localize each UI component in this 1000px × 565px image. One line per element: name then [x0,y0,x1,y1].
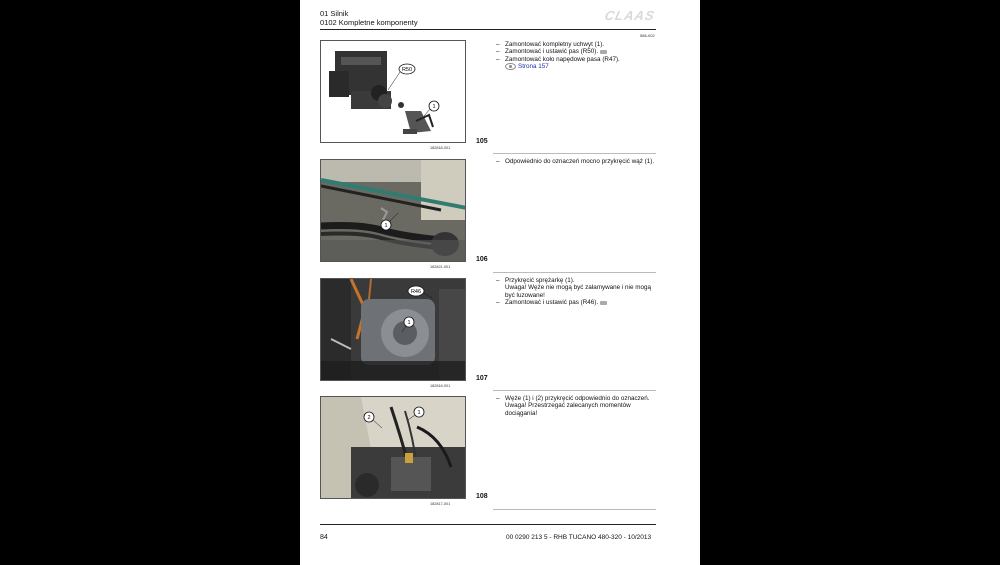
page-reference[interactable] [496,63,656,71]
manual-page [300,0,700,565]
step-105-number: 105 [476,138,488,145]
step-separator [493,153,656,154]
step-107-number: 107 [476,375,488,382]
step-107-image-code: 182816-001 [430,384,451,388]
claas-logo: CLAAS [603,8,657,23]
step-separator [493,272,656,273]
page-number: 84 [320,534,328,541]
callout-R46: R46 [410,289,422,295]
step-108-instructions [496,395,656,417]
step-106-callouts [320,159,466,262]
document-reference: 00 0290 213 5 - RHB TUCANO 480-320 - 10/2013 [506,534,652,541]
warning-text: Uwaga! Węże nie mogą być załamywane i nie mogą być luzowane! [505,284,651,299]
tool-icon [600,50,607,54]
instruction-line: – Zamontować koło napędowe pasa (R47). [496,55,620,63]
step-107-callouts [320,278,466,381]
chapter-title: 01 Silnik [320,9,349,18]
instruction-line: – Zamontować i ustawić pas (R50). [496,48,656,55]
step-105-image-code: 182818-001 [430,146,451,150]
page-link[interactable]: Strona 157 [518,63,549,71]
document-code: 586-002 [640,33,655,38]
callout-1: 1 [432,104,436,110]
instruction-line: – Odpowiednio do oznaczeń mocno przykręcić wąż (1). [496,158,655,165]
step-separator [493,509,656,510]
callout-R50: R50 [401,67,413,73]
step-106-image-code: 182821-001 [430,265,451,269]
step-106-instructions [496,158,656,165]
step-105-callouts [320,40,466,143]
section-title: 0102 Kompletne komponenty [320,18,418,27]
warning-text: Uwaga! Przestrzegać zalecanych momentów dociągania! [505,402,631,417]
step-108-number: 108 [476,493,488,500]
footer-rule [320,524,656,525]
step-106-number: 106 [476,256,488,263]
callout-1: 1 [384,223,388,229]
instruction-line: – Zamontować kompletny uchwyt (1). [496,41,605,48]
step-105-instructions [496,41,656,71]
step-separator [493,390,656,391]
instruction-line: – Przykręcić sprężarkę (1). [496,277,575,284]
step-108-callouts [320,396,466,499]
tool-icon [600,301,607,305]
callout-2: 2 [367,415,371,421]
header-rule [320,29,656,30]
step-107-instructions [496,277,656,307]
eye-icon [505,63,516,70]
step-108-image-code: 182817-001 [430,502,451,506]
instruction-line: – Zamontować i ustawić pas (R46). [496,299,656,306]
instruction-line: – Węże (1) i (2) przykręcić odpowiednio do oznaczeń. [496,395,650,402]
callout-1: 1 [417,410,421,416]
callout-1: 1 [407,320,411,326]
